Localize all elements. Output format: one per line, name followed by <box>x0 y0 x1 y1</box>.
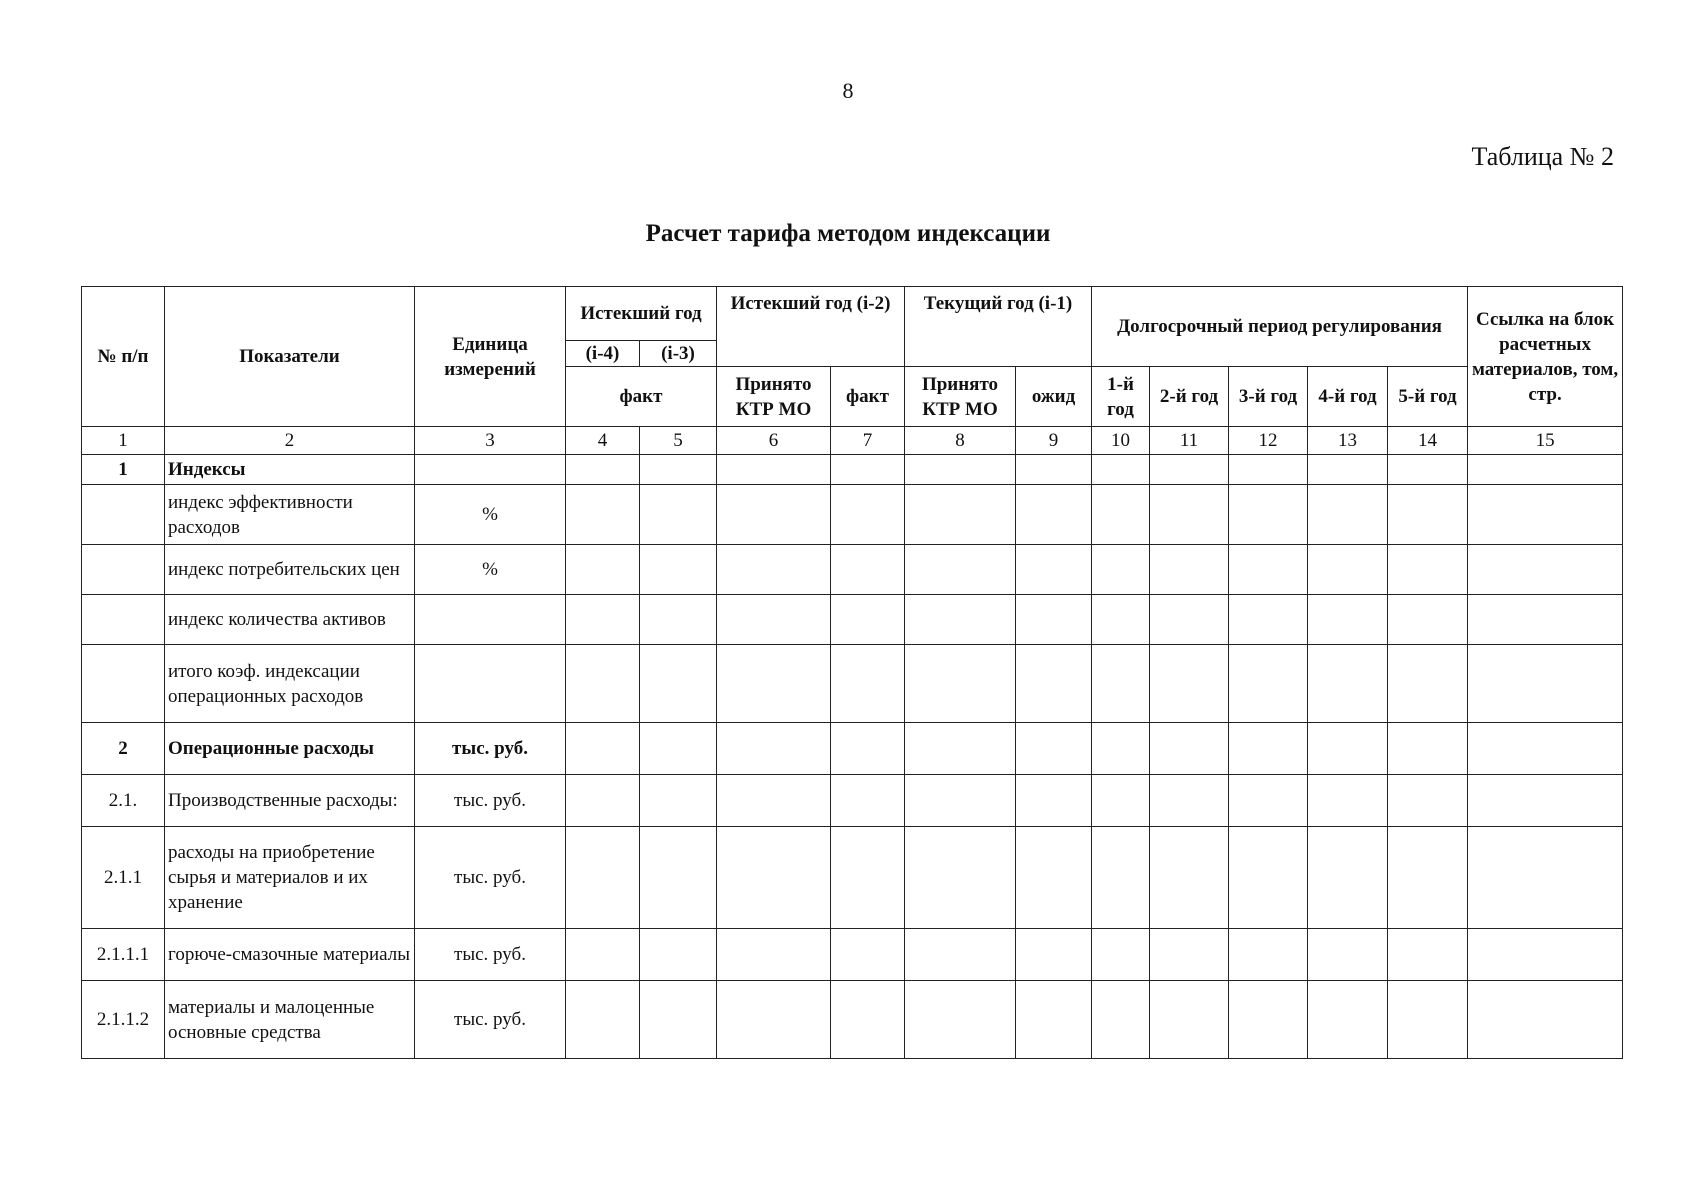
row-unit: тыс. руб. <box>415 723 566 775</box>
value-cell <box>1468 595 1623 645</box>
table-row <box>82 645 1623 723</box>
value-cell <box>905 645 1016 723</box>
value-cell <box>831 455 905 485</box>
value-cell <box>640 827 717 929</box>
value-cell <box>1092 827 1150 929</box>
value-cell <box>1308 645 1388 723</box>
header-fact-2: факт <box>831 367 905 427</box>
table-row <box>82 775 1623 827</box>
value-cell <box>905 929 1016 981</box>
value-cell <box>1388 455 1468 485</box>
column-number: 8 <box>905 427 1016 455</box>
value-cell <box>1388 645 1468 723</box>
value-cell <box>1150 595 1229 645</box>
value-cell <box>831 929 905 981</box>
row-number: 2.1.1.2 <box>82 981 165 1059</box>
row-label: индекс количества активов <box>165 595 415 645</box>
value-cell <box>1229 929 1308 981</box>
value-cell <box>640 485 717 545</box>
column-number: 10 <box>1092 427 1150 455</box>
header-accepted-2: Принято КТР МО <box>905 367 1016 427</box>
value-cell <box>1150 775 1229 827</box>
value-cell <box>717 723 831 775</box>
value-cell <box>1468 775 1623 827</box>
value-cell <box>831 981 905 1059</box>
value-cell <box>717 645 831 723</box>
column-number: 15 <box>1468 427 1623 455</box>
value-cell <box>1308 455 1388 485</box>
value-cell <box>1092 981 1150 1059</box>
value-cell <box>905 723 1016 775</box>
table-row <box>82 455 1623 485</box>
value-cell <box>905 981 1016 1059</box>
tariff-calculation-table <box>81 286 1623 1059</box>
row-number: 1 <box>82 455 165 485</box>
table-row <box>82 981 1623 1059</box>
header-reference: Ссылка на блок расчетных материалов, том, стр. <box>1468 287 1623 427</box>
column-number: 1 <box>82 427 165 455</box>
header-year-2: 2-й год <box>1150 367 1229 427</box>
header-i3: (i-3) <box>640 341 717 367</box>
value-cell <box>566 545 640 595</box>
value-cell <box>1150 827 1229 929</box>
table-row <box>82 545 1623 595</box>
value-cell <box>717 775 831 827</box>
value-cell <box>1308 485 1388 545</box>
value-cell <box>1016 545 1092 595</box>
row-unit <box>415 645 566 723</box>
value-cell <box>831 723 905 775</box>
value-cell <box>566 645 640 723</box>
column-number: 6 <box>717 427 831 455</box>
row-unit <box>415 455 566 485</box>
value-cell <box>1016 827 1092 929</box>
header-accepted-1: Принято КТР МО <box>717 367 831 427</box>
page-number: 8 <box>842 78 854 103</box>
value-cell <box>905 827 1016 929</box>
table-body <box>82 455 1623 1059</box>
table-row <box>82 485 1623 545</box>
value-cell <box>717 455 831 485</box>
value-cell <box>905 485 1016 545</box>
value-cell <box>640 775 717 827</box>
header-year-1: 1-й год <box>1092 367 1150 427</box>
value-cell <box>1468 545 1623 595</box>
value-cell <box>566 455 640 485</box>
value-cell <box>640 645 717 723</box>
row-number: 2.1. <box>82 775 165 827</box>
value-cell <box>717 981 831 1059</box>
row-unit: тыс. руб. <box>415 827 566 929</box>
header-year-4: 4-й год <box>1308 367 1388 427</box>
value-cell <box>1388 723 1468 775</box>
header-fact: факт <box>566 367 717 427</box>
value-cell <box>1092 775 1150 827</box>
value-cell <box>1468 827 1623 929</box>
value-cell <box>1016 723 1092 775</box>
value-cell <box>1092 545 1150 595</box>
header-past-year-i2: Истекший год (i-2) <box>717 287 905 367</box>
header-unit: Единица измерений <box>415 287 566 427</box>
value-cell <box>566 929 640 981</box>
header-i4: (i-4) <box>566 341 640 367</box>
table-row <box>82 929 1623 981</box>
value-cell <box>1388 981 1468 1059</box>
column-number-row <box>82 427 1623 455</box>
value-cell <box>831 827 905 929</box>
value-cell <box>1388 775 1468 827</box>
row-label: расходы на приобретение сырья и материалов и их хранение <box>165 827 415 929</box>
value-cell <box>1468 645 1623 723</box>
value-cell <box>717 545 831 595</box>
header-year-3: 3-й год <box>1229 367 1308 427</box>
value-cell <box>1092 645 1150 723</box>
value-cell <box>1092 723 1150 775</box>
value-cell <box>1229 775 1308 827</box>
column-number: 9 <box>1016 427 1092 455</box>
value-cell <box>566 723 640 775</box>
column-number: 5 <box>640 427 717 455</box>
row-label: материалы и малоценные основные средства <box>165 981 415 1059</box>
row-unit: % <box>415 485 566 545</box>
header-current-year: Текущий год (i-1) <box>905 287 1092 367</box>
value-cell <box>831 545 905 595</box>
value-cell <box>1150 545 1229 595</box>
value-cell <box>905 595 1016 645</box>
value-cell <box>1388 485 1468 545</box>
header-past-year: Истекший год <box>566 287 717 341</box>
column-number: 11 <box>1150 427 1229 455</box>
row-number: 2.1.1.1 <box>82 929 165 981</box>
value-cell <box>1468 929 1623 981</box>
value-cell <box>1150 645 1229 723</box>
value-cell <box>1150 455 1229 485</box>
row-label: Производственные расходы: <box>165 775 415 827</box>
row-number <box>82 595 165 645</box>
row-unit: % <box>415 545 566 595</box>
value-cell <box>1229 485 1308 545</box>
row-label: индекс потребительских цен <box>165 545 415 595</box>
value-cell <box>1150 485 1229 545</box>
value-cell <box>566 595 640 645</box>
row-label: индекс эффективности расходов <box>165 485 415 545</box>
value-cell <box>1092 929 1150 981</box>
value-cell <box>1150 981 1229 1059</box>
header-expected: ожид <box>1016 367 1092 427</box>
row-unit <box>415 595 566 645</box>
row-unit: тыс. руб. <box>415 929 566 981</box>
value-cell <box>905 775 1016 827</box>
value-cell <box>1229 645 1308 723</box>
value-cell <box>1468 723 1623 775</box>
table-row <box>82 827 1623 929</box>
table-row <box>82 723 1623 775</box>
value-cell <box>1229 827 1308 929</box>
row-label: итого коэф. индексации операционных расходов <box>165 645 415 723</box>
row-label: Индексы <box>165 455 415 485</box>
value-cell <box>905 455 1016 485</box>
table-row <box>82 595 1623 645</box>
row-label: Операционные расходы <box>165 723 415 775</box>
value-cell <box>1016 775 1092 827</box>
value-cell <box>717 929 831 981</box>
column-number: 14 <box>1388 427 1468 455</box>
value-cell <box>1092 595 1150 645</box>
value-cell <box>831 595 905 645</box>
value-cell <box>1016 929 1092 981</box>
value-cell <box>1308 723 1388 775</box>
header-num: № п/п <box>82 287 165 427</box>
value-cell <box>1468 455 1623 485</box>
value-cell <box>1229 455 1308 485</box>
value-cell <box>1016 595 1092 645</box>
column-number: 13 <box>1308 427 1388 455</box>
row-number: 2 <box>82 723 165 775</box>
table-caption: Таблица № 2 <box>1471 142 1614 171</box>
document-title: Расчет тарифа методом индексации <box>645 220 1051 247</box>
column-number: 3 <box>415 427 566 455</box>
value-cell <box>1229 981 1308 1059</box>
value-cell <box>1388 545 1468 595</box>
value-cell <box>640 455 717 485</box>
value-cell <box>1150 929 1229 981</box>
value-cell <box>1229 723 1308 775</box>
value-cell <box>1308 595 1388 645</box>
header-indicators: Показатели <box>165 287 415 427</box>
value-cell <box>1388 595 1468 645</box>
value-cell <box>1092 455 1150 485</box>
value-cell <box>1388 827 1468 929</box>
value-cell <box>1308 827 1388 929</box>
value-cell <box>717 827 831 929</box>
value-cell <box>1308 929 1388 981</box>
row-unit: тыс. руб. <box>415 775 566 827</box>
value-cell <box>831 485 905 545</box>
value-cell <box>1468 485 1623 545</box>
value-cell <box>1016 485 1092 545</box>
value-cell <box>831 645 905 723</box>
value-cell <box>566 775 640 827</box>
column-number: 12 <box>1229 427 1308 455</box>
row-number <box>82 545 165 595</box>
value-cell <box>1308 545 1388 595</box>
row-number: 2.1.1 <box>82 827 165 929</box>
value-cell <box>831 775 905 827</box>
value-cell <box>1016 455 1092 485</box>
value-cell <box>566 827 640 929</box>
value-cell <box>1229 595 1308 645</box>
row-number <box>82 645 165 723</box>
column-number: 2 <box>165 427 415 455</box>
value-cell <box>1468 981 1623 1059</box>
value-cell <box>640 929 717 981</box>
value-cell <box>1388 929 1468 981</box>
value-cell <box>566 981 640 1059</box>
value-cell <box>1229 545 1308 595</box>
value-cell <box>566 485 640 545</box>
row-label: горюче-смазочные материалы <box>165 929 415 981</box>
row-unit: тыс. руб. <box>415 981 566 1059</box>
value-cell <box>640 981 717 1059</box>
value-cell <box>717 595 831 645</box>
row-number <box>82 485 165 545</box>
value-cell <box>1092 485 1150 545</box>
value-cell <box>640 595 717 645</box>
value-cell <box>1308 775 1388 827</box>
value-cell <box>640 723 717 775</box>
column-number: 4 <box>566 427 640 455</box>
column-number: 7 <box>831 427 905 455</box>
header-year-5: 5-й год <box>1388 367 1468 427</box>
value-cell <box>905 545 1016 595</box>
value-cell <box>1308 981 1388 1059</box>
value-cell <box>717 485 831 545</box>
value-cell <box>1016 645 1092 723</box>
value-cell <box>1150 723 1229 775</box>
value-cell <box>640 545 717 595</box>
header-long-term-period: Долгосрочный период регулирования <box>1092 287 1468 367</box>
value-cell <box>1016 981 1092 1059</box>
